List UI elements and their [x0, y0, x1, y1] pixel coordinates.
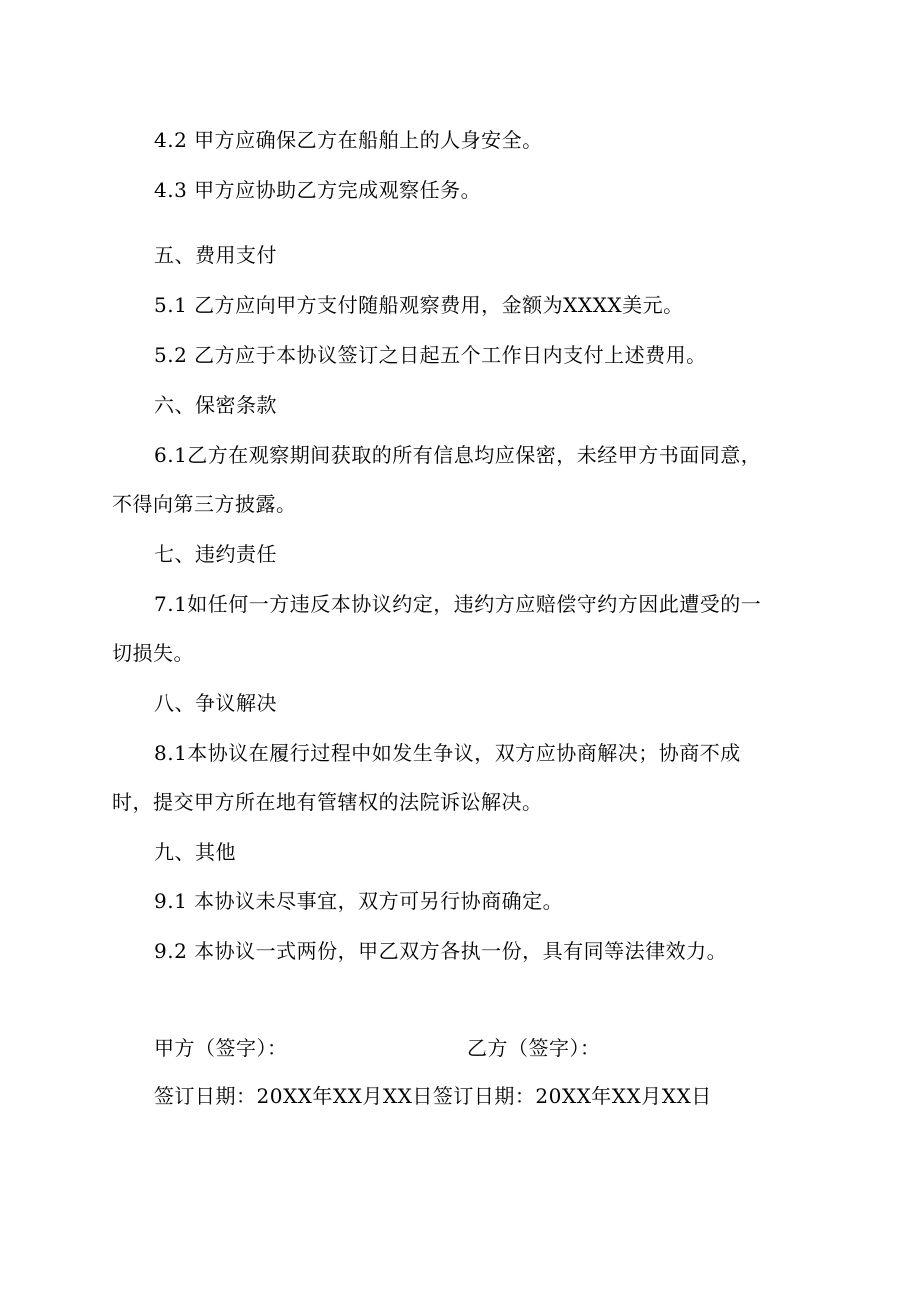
section-heading-6: 六、保密条款 — [154, 393, 277, 417]
signing-dates: 签订日期：20XX年XX月XX日签订日期：20XX年XX月XX日 — [154, 1084, 712, 1108]
clause-9-1: 9.1 本协议未尽事宜，双方可另行协商确定。 — [154, 889, 564, 913]
party-b-signature-label: 乙方（签字）： — [467, 1036, 601, 1060]
clause-8-1-line-1: 8.1本协议在履行过程中如发生争议，双方应协商解决；协商不成 — [154, 741, 741, 765]
section-heading-9: 九、其他 — [154, 840, 236, 864]
clause-4-2: 4.2 甲方应确保乙方在船舶上的人身安全。 — [154, 128, 543, 152]
clause-4-3: 4.3 甲方应协助乙方完成观察任务。 — [154, 178, 482, 202]
clause-6-1-line-2: 不得向第三方披露。 — [112, 492, 297, 516]
clause-5-2: 5.2 乙方应于本协议签订之日起五个工作日内支付上述费用。 — [154, 343, 707, 367]
clause-8-1-line-2: 时，提交甲方所在地有管辖权的法院诉讼解决。 — [112, 790, 543, 814]
clause-6-1-line-1: 6.1乙方在观察期间获取的所有信息均应保密，未经甲方书面同意， — [154, 443, 762, 467]
clause-7-1-line-2: 切损失。 — [112, 641, 194, 665]
clause-7-1-line-1: 7.1如任何一方违反本协议约定，违约方应赔偿守约方因此遭受的一 — [154, 592, 762, 616]
clause-5-1: 5.1 乙方应向甲方支付随船观察费用，金额为XXXX美元。 — [154, 293, 684, 317]
section-heading-7: 七、违约责任 — [154, 542, 277, 566]
party-a-signature-label: 甲方（签字）： — [154, 1036, 288, 1060]
section-heading-8: 八、争议解决 — [154, 691, 277, 715]
section-heading-5: 五、费用支付 — [154, 243, 277, 267]
clause-9-2: 9.2 本协议一式两份，甲乙双方各执一份，具有同等法律效力。 — [154, 939, 728, 963]
